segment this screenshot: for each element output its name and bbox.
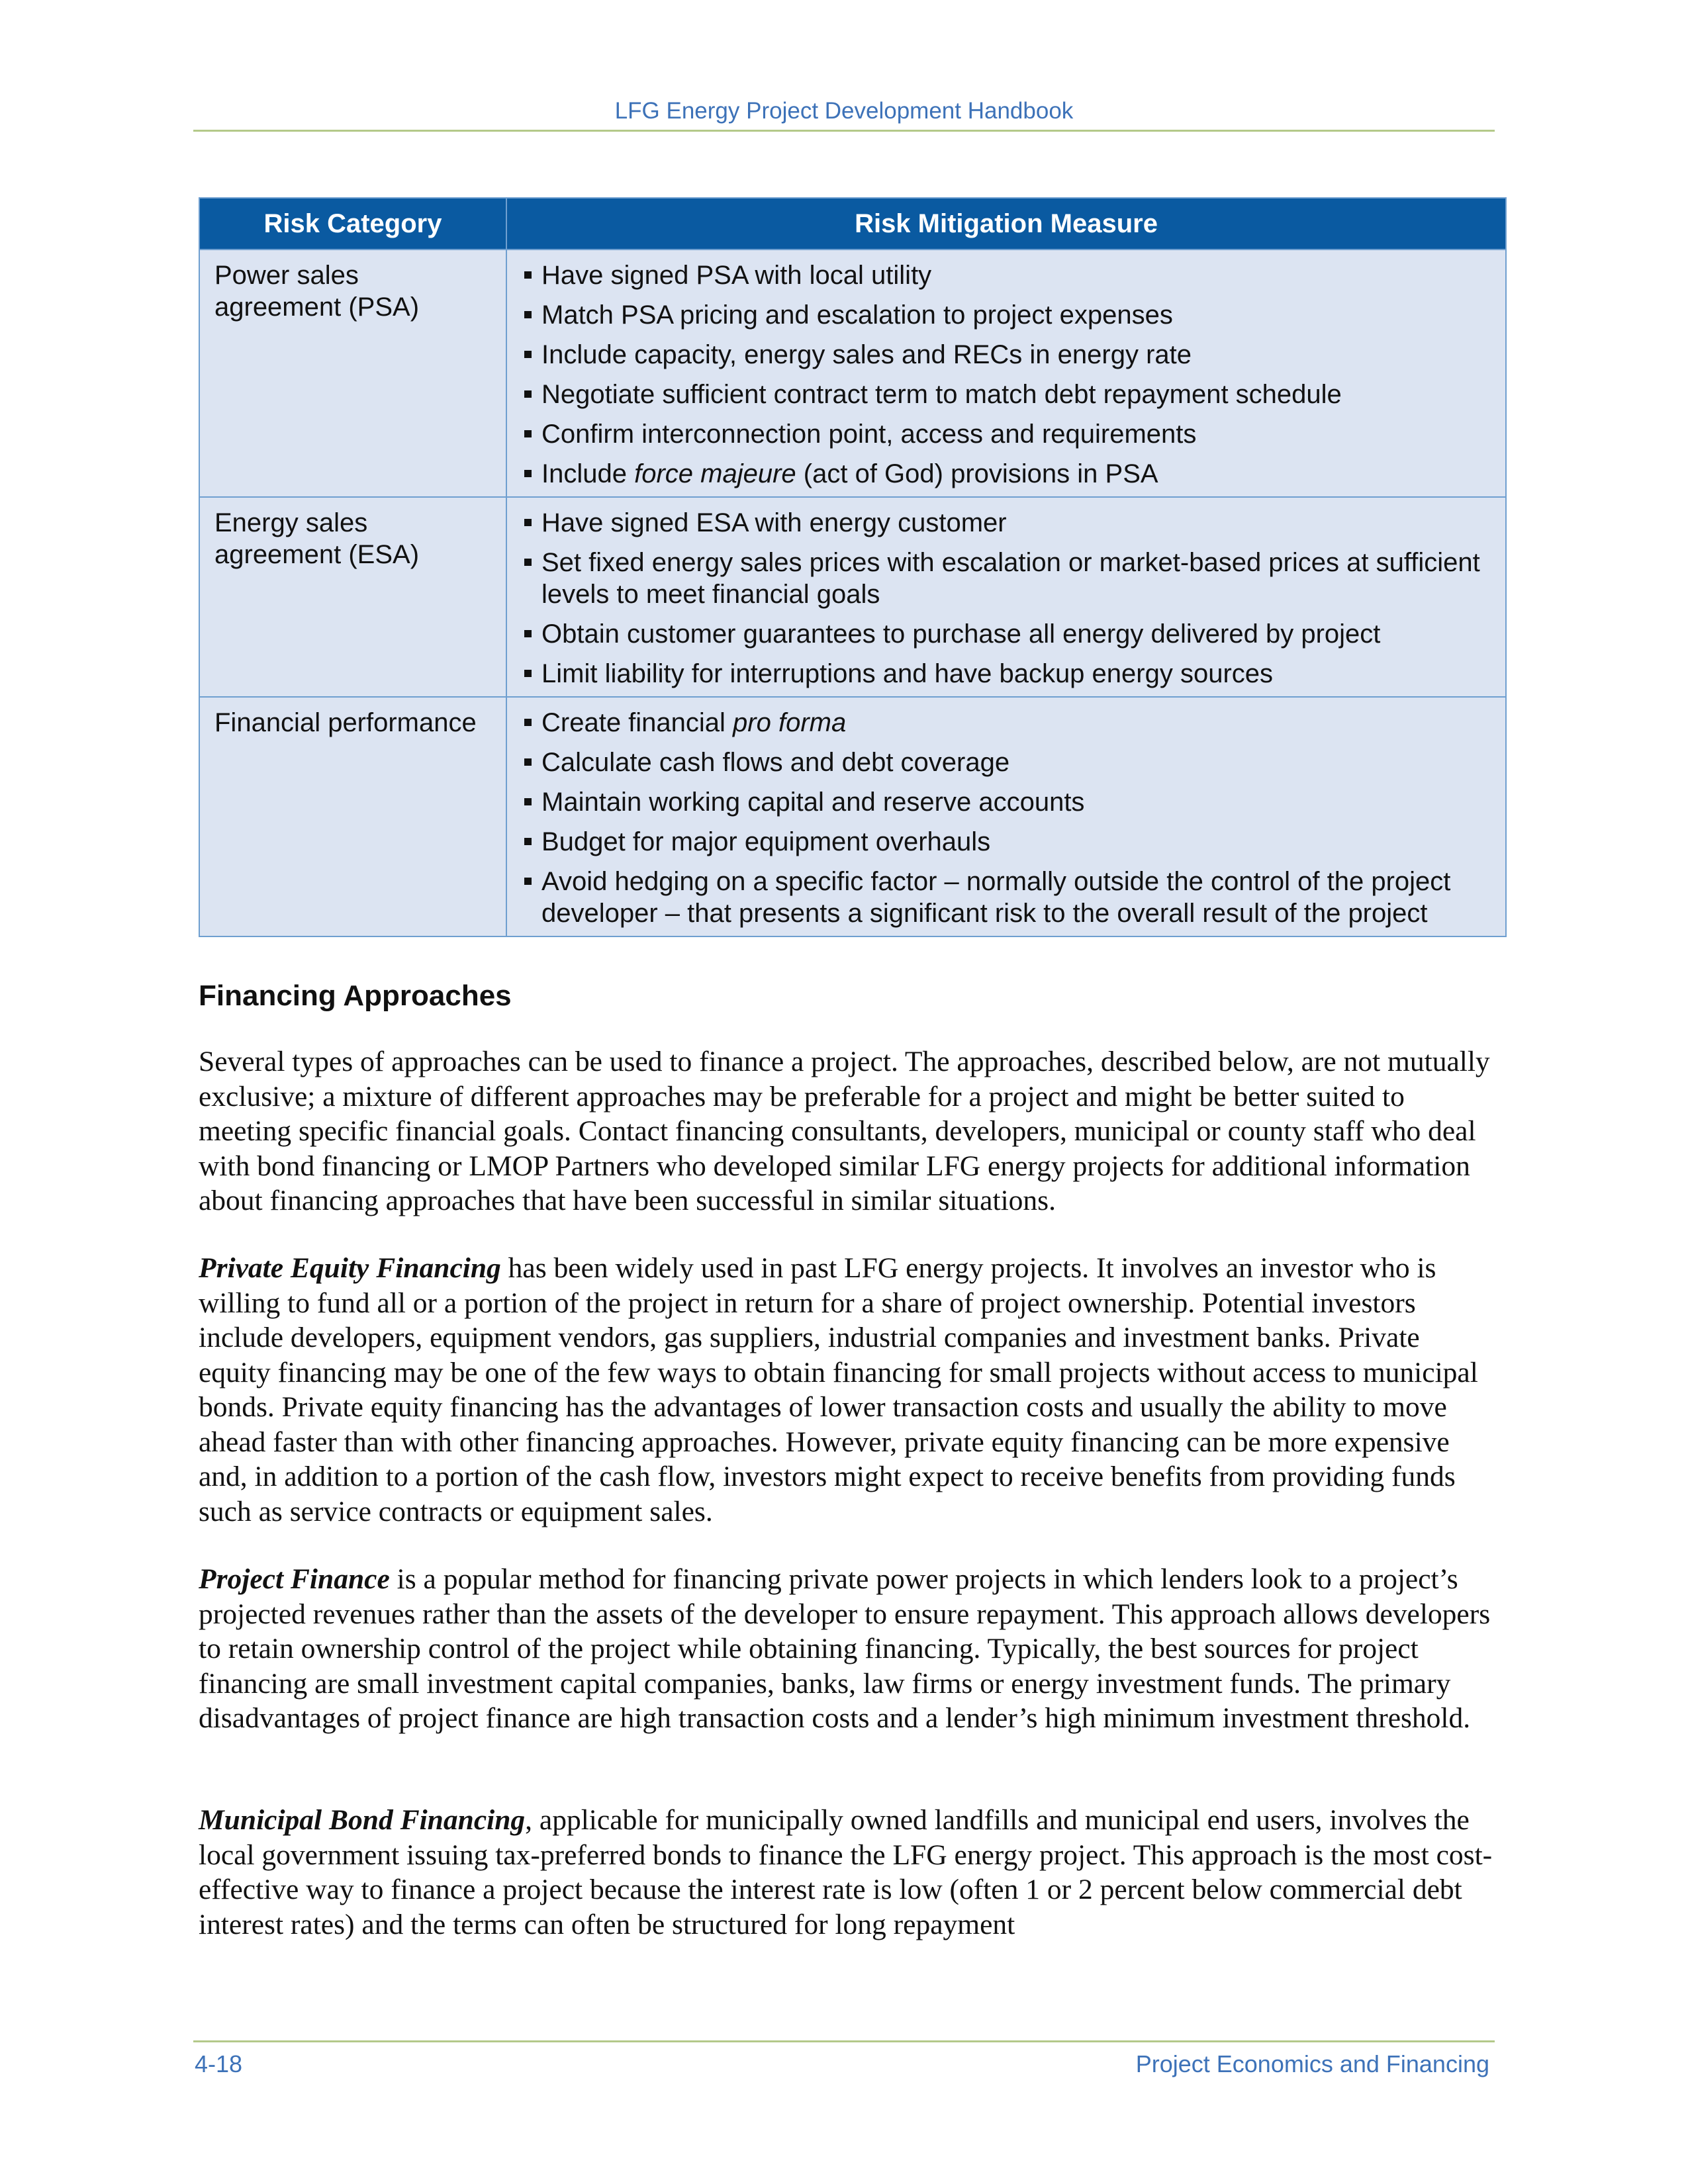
table-header-row bbox=[199, 198, 1506, 250]
section-heading: Financing Approaches bbox=[199, 979, 512, 1012]
paragraph-body: is a popular method for financing private power projects in which lenders look to a project’s projected revenues rather than the assets of the developer to ensure repayment. This approach allows developers to retain ownership control of the project while obtaining financing. Typically, the best sources for project financing are small investment capital companies, banks, law firms or energy investment funds. The primary disadvantages of project finance are high transaction costs and a lender’s high minimum investment threshold. bbox=[199, 1563, 1491, 1734]
risk-category-cell bbox=[199, 697, 506, 936]
measures-cell bbox=[506, 697, 1506, 936]
measure-item: Include force majeure (act of God) provisions in PSA bbox=[522, 458, 1491, 490]
paragraph-municipal-bond bbox=[199, 1803, 1496, 1942]
risk-mitigation-table bbox=[199, 197, 1507, 937]
risk-category: Energy sales agreement (ESA) bbox=[214, 508, 420, 569]
measure-item: Include capacity, energy sales and RECs in energy rate bbox=[522, 339, 1491, 371]
measure-item: Calculate cash flows and debt coverage bbox=[522, 747, 1491, 778]
chapter-title: Project Economics and Financing bbox=[1135, 2050, 1489, 2077]
measure-item: Create financial pro forma bbox=[522, 707, 1491, 739]
risk-category: Financial performance bbox=[214, 708, 477, 737]
page-number: 4-18 bbox=[195, 2050, 243, 2077]
measure-item: Confirm interconnection point, access and requirements bbox=[522, 418, 1491, 450]
paragraph-private-equity bbox=[199, 1251, 1496, 1529]
paragraph-lead-term: Municipal Bond Financing bbox=[199, 1804, 526, 1836]
risk-category-cell bbox=[199, 250, 506, 497]
measure-item: Have signed ESA with energy customer bbox=[522, 507, 1491, 539]
measure-item: Budget for major equipment overhauls bbox=[522, 826, 1491, 858]
italic-term: force majeure bbox=[634, 459, 796, 488]
measure-item: Avoid hedging on a specific factor – normally outside the control of the project developer – that presents a significant risk to the overall result of the project bbox=[522, 866, 1491, 929]
measure-item: Maintain working capital and reserve accounts bbox=[522, 786, 1491, 818]
measures-cell bbox=[506, 250, 1506, 497]
paragraph-project-finance bbox=[199, 1562, 1496, 1736]
column-header-risk-mitigation: Risk Mitigation Measure bbox=[506, 198, 1506, 250]
table-row-psa bbox=[199, 250, 1506, 497]
footer-rule bbox=[193, 2040, 1495, 2042]
paragraph-lead-term: Private Equity Financing bbox=[199, 1252, 501, 1284]
measure-list bbox=[522, 507, 1491, 690]
italic-term: pro forma bbox=[733, 708, 847, 737]
risk-category-cell bbox=[199, 497, 506, 697]
measure-list bbox=[522, 259, 1491, 490]
header-rule bbox=[193, 130, 1495, 132]
running-header: LFG Energy Project Development Handbook bbox=[614, 98, 1074, 124]
measure-item: Have signed PSA with local utility bbox=[522, 259, 1491, 291]
measure-item: Set fixed energy sales prices with escalation or market-based prices at sufficient levels to meet financial goals bbox=[522, 547, 1491, 610]
measure-list bbox=[522, 707, 1491, 929]
measure-item: Negotiate sufficient contract term to match debt repayment schedule bbox=[522, 379, 1491, 410]
table-row-esa bbox=[199, 497, 1506, 697]
paragraph-body: , applicable for municipally owned landfills and municipal end users, involves the local government issuing tax-preferred bonds to finance the LFG energy project. This approach is the most cost-effective way to finance a project because the interest rate is low (often 1 or 2 percent below commercial debt interest rates) and the terms can often be structured for long repayment bbox=[199, 1804, 1493, 1940]
paragraph-body: has been widely used in past LFG energy projects. It involves an investor who is willing to fund all or a portion of the project in return for a share of project ownership. Potential investors include developers, equipment vendors, gas suppliers, industrial companies and investment banks. Private equity financing may be one of the few ways to obtain financing for small projects without access to municipal bonds. Private equity financing has the advantages of lower transaction costs and usually the ability to move ahead faster than with other financing approaches. However, private equity financing can be more expensive and, in addition to a portion of the cash flow, investors might expect to receive benefits from providing funds such as service contracts or equipment sales. bbox=[199, 1252, 1478, 1527]
measure-item: Match PSA pricing and escalation to project expenses bbox=[522, 299, 1491, 331]
paragraph-lead-term: Project Finance bbox=[199, 1563, 390, 1595]
risk-category: Power sales agreement (PSA) bbox=[214, 261, 420, 322]
table-row-financial-performance bbox=[199, 697, 1506, 936]
measure-item: Limit liability for interruptions and have backup energy sources bbox=[522, 658, 1491, 690]
column-header-risk-category: Risk Category bbox=[199, 198, 506, 250]
intro-paragraph: Several types of approaches can be used to finance a project. The approaches, described below, are not mutually exclusive; a mixture of different approaches may be preferable for a project and might be better suited to meeting specific financial goals. Contact financing consultants, developers, municipal or county staff who deal with bond financing or LMOP Partners who developed similar LFG energy projects for additional information about financing approaches that have been successful in similar situations. bbox=[199, 1046, 1490, 1216]
measure-item: Obtain customer guarantees to purchase all energy delivered by project bbox=[522, 618, 1491, 650]
measures-cell bbox=[506, 497, 1506, 697]
